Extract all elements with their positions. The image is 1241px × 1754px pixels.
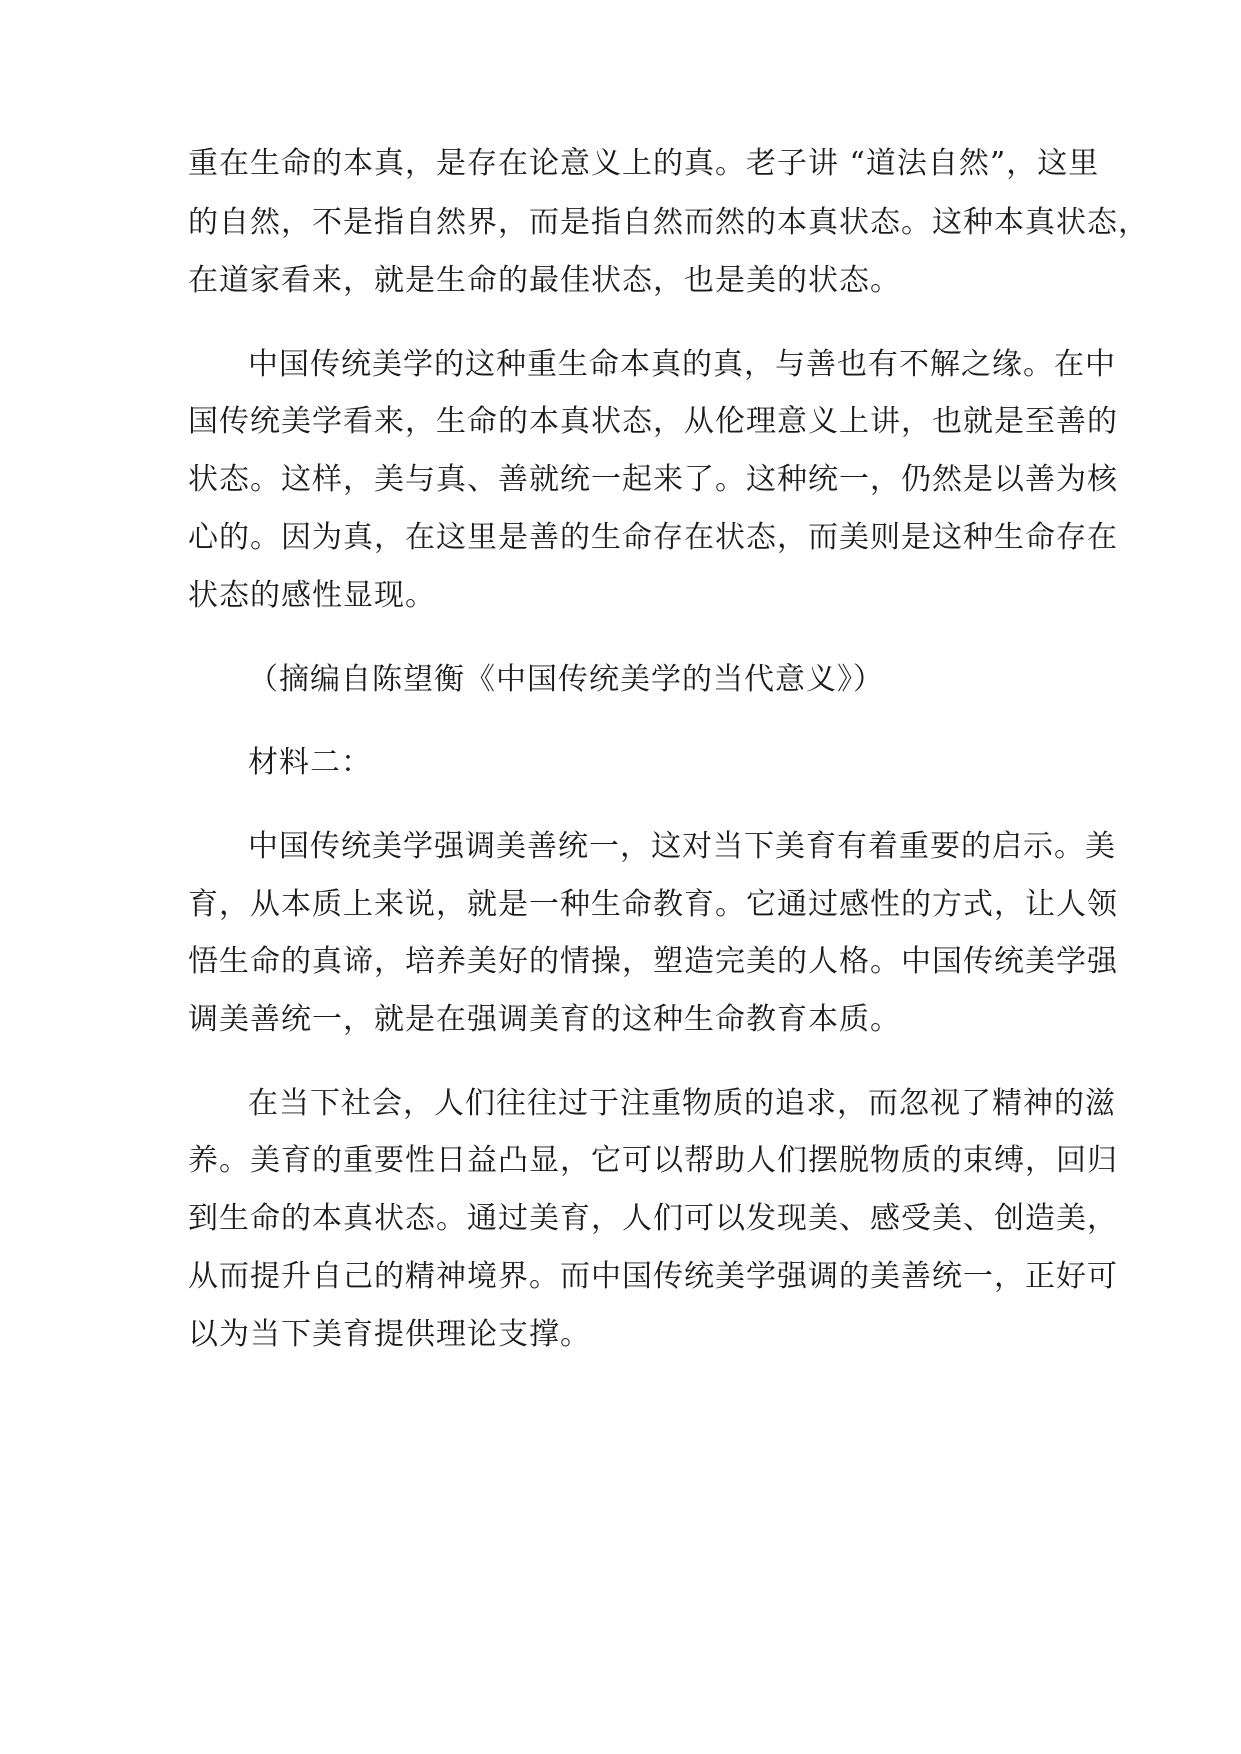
paragraph-4-line-4: 从而提升自己的精神境界。而中国传统美学强调的美善统一，正好可: [188, 1259, 1118, 1294]
section-heading-material-two: 材料二：: [248, 745, 372, 780]
paragraph-4-line-1: 在当下社会，人们往往过于注重物质的追求，而忽视了精神的滋: [248, 1086, 1116, 1121]
paragraph-2-line-5: 状态的感性显现。: [188, 578, 436, 613]
paragraph-1-line-1: 重在生命的本真，是存在论意义上的真。老子讲 “道法自然”，这里: [188, 146, 1100, 181]
paragraph-2-line-4: 心的。因为真，在这里是善的生命存在状态，而美则是这种生命存在: [188, 520, 1118, 555]
paragraph-2-line-1: 中国传统美学的这种重生命本真的真，与善也有不解之缘。在中: [248, 347, 1116, 382]
paragraph-3-line-1: 中国传统美学强调美善统一，这对当下美育有着重要的启示。美: [248, 829, 1116, 864]
paragraph-4-line-2: 养。美育的重要性日益凸显，它可以帮助人们摆脱物质的束缚，回归: [188, 1143, 1118, 1178]
paragraph-4-line-5: 以为当下美育提供理论支撑。: [188, 1317, 591, 1352]
paragraph-1-line-2: 的自然，不是指自然界，而是指自然而然的本真状态。这种本真状态，: [188, 205, 1149, 240]
paragraph-3-line-2: 育，从本质上来说，就是一种生命教育。它通过感性的方式，让人领: [188, 887, 1118, 922]
paragraph-3-line-4: 调美善统一，就是在强调美育的这种生命教育本质。: [188, 1002, 901, 1037]
paragraph-1-line-3: 在道家看来，就是生命的最佳状态，也是美的状态。: [188, 263, 901, 298]
source-citation: （摘编自陈望衡《中国传统美学的当代意义》）: [248, 662, 884, 697]
paragraph-2-line-2: 国传统美学看来，生命的本真状态，从伦理意义上讲，也就是至善的: [188, 404, 1118, 439]
paragraph-3-line-3: 悟生命的真谛，培养美好的情操，塑造完美的人格。中国传统美学强: [188, 944, 1118, 979]
paragraph-2-line-3: 状态。这样，美与真、善就统一起来了。这种统一，仍然是以善为核: [188, 462, 1118, 497]
paragraph-4-line-3: 到生命的本真状态。通过美育，人们可以发现美、感受美、创造美，: [188, 1201, 1118, 1236]
